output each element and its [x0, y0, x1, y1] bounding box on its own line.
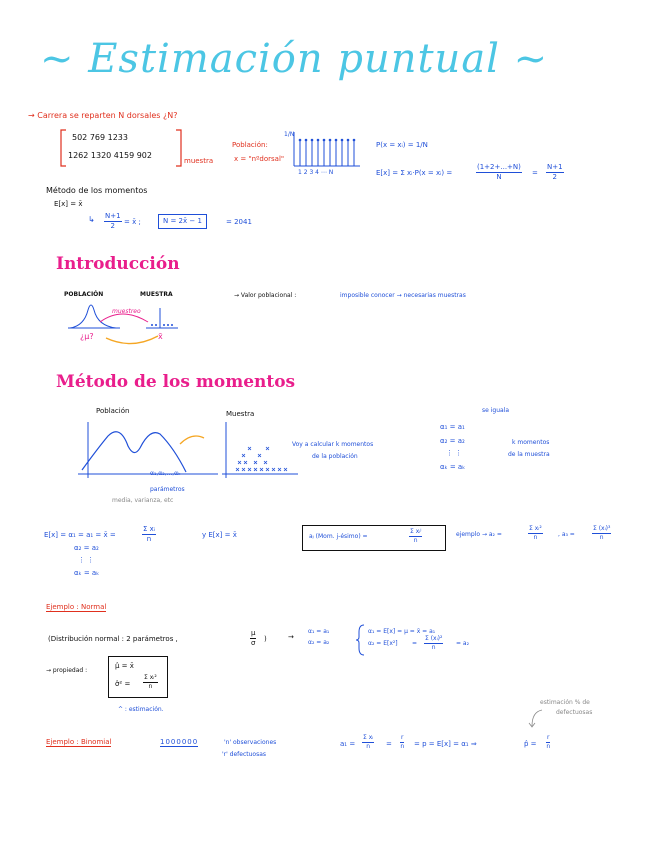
a3-frac — [592, 526, 611, 541]
muestreo-label: muestreo — [112, 308, 141, 315]
a2-frac-num: Σ xᵢ² — [529, 525, 542, 532]
ex-eq-xbar: E[x] = x̄ — [54, 200, 83, 208]
npl1-den: 2 — [110, 222, 116, 230]
a2-full-den: n — [431, 644, 436, 651]
a2-eq: α₂ = a₂ — [308, 639, 330, 646]
vdots: ⋮ ⋮ — [446, 449, 463, 457]
bin-frac-1-den: n — [366, 743, 371, 750]
bin-a1: a₁ = — [340, 740, 356, 748]
valor-poblacional: → Valor poblacional : — [234, 292, 297, 299]
axis-one-over-n: 1/N — [284, 131, 295, 138]
n-observaciones: 'n' observaciones — [224, 739, 277, 746]
ex-result-den: 2 — [552, 173, 558, 181]
a2-frac-den: n — [533, 534, 538, 541]
se-iguala: se iguala — [482, 407, 510, 414]
xbar-frac-num: Σ xᵢ — [143, 525, 156, 533]
bin-frac-1-num: Σ xᵢ — [363, 734, 374, 741]
defectuosas-top: defectuosas — [556, 709, 593, 716]
matrix-row-1: 502 769 1233 — [72, 133, 128, 142]
y-ex-xbar: y E[x] = x̄ — [202, 531, 237, 539]
a2-full-frac — [424, 636, 443, 651]
poblacion-head: POBLACIÓN — [64, 291, 104, 298]
propiedad-label: → propiedad : — [46, 667, 88, 674]
metodo-momentos-line: Método de los momentos — [46, 186, 148, 195]
mu-symbol: μ — [251, 629, 256, 637]
media-varianza: media, varianza, etc — [112, 497, 174, 504]
annotation-arrow — [526, 708, 546, 730]
ejemplo-a2: ejemplo → a₂ = — [456, 531, 502, 538]
a1-eq: α₁ = a₁ — [308, 628, 330, 635]
bin-frac-3-den: n — [546, 743, 551, 750]
muestra-2: Muestra — [226, 410, 255, 418]
r-defectuosas: 'r' defectuosas — [222, 751, 267, 758]
bin-frac-2-den: n — [400, 743, 405, 750]
ex-result-num: N+1 — [547, 163, 563, 171]
a2-frac — [528, 526, 543, 541]
mu-hat: μ̂ = x̄ — [115, 662, 134, 670]
bin-frac-2 — [400, 735, 404, 750]
ex-formula-den: N — [496, 173, 502, 181]
xbar-frac-den: n — [146, 535, 152, 543]
ex-formula-lhs: E[x] = Σ xᵢ·P(x = xᵢ) = — [376, 169, 453, 177]
mu-question: ¿μ? — [80, 332, 94, 341]
a3-label: , a₃ = — [558, 531, 575, 538]
poblacion-2: Población — [96, 407, 130, 415]
n-plus-1-over-2 — [104, 213, 122, 230]
alphak-ak-b: αₖ = aₖ — [74, 569, 100, 577]
a1-full: α₁ = E[x] = μ = x̄ = a₁ — [368, 628, 436, 635]
alpha2-a2-b: α₂ = a₂ — [74, 544, 99, 552]
x-definition: x = "nºdorsal" — [234, 155, 285, 163]
alpha1-a1: α₁ = a₁ — [440, 423, 465, 431]
xbar-frac — [142, 526, 156, 543]
aj-box — [302, 525, 446, 551]
ex-formula-num: (1+2+...+N) — [477, 163, 521, 171]
close-paren: ) — [264, 635, 267, 643]
heading-metodo: Método de los momentos — [56, 372, 296, 392]
boxed-n-formula: N = 2x̄ − 1 — [158, 214, 207, 229]
npl1-num: N+1 — [105, 212, 121, 220]
sigma-hat-den: n — [148, 683, 153, 690]
ex-alpha1: E[x] = α₁ = a₁ = x̄ = — [44, 531, 116, 539]
population-curve — [68, 418, 298, 484]
sigma-hat: σ̂² = — [115, 680, 131, 688]
bin-frac-2-num: r — [401, 734, 404, 741]
ex-formula-frac — [476, 164, 522, 181]
eq-a2: = a₂ — [456, 640, 470, 647]
sigma-symbol: σ — [251, 639, 256, 647]
k-momentos: k momentos — [512, 439, 550, 446]
aj-box-lhs: aⱼ (Mom. j-ésimo) = — [309, 533, 368, 540]
a2-full-eq: = — [412, 640, 418, 647]
ejemplo-binomial: Ejemplo : Binomial — [46, 738, 112, 746]
aj-frac-num: Σ xᵢʲ — [410, 528, 422, 535]
axis-ticks: 1 2 3 4 ⋯ N — [298, 169, 334, 176]
estimacion-note: ^ : estimación. — [118, 706, 164, 713]
sigma-hat-frac — [143, 675, 158, 690]
a3-frac-den: n — [599, 534, 604, 541]
p-hat: p̂ = — [524, 740, 537, 748]
ex-formula-result — [546, 164, 564, 181]
muestra-head: MUESTRA — [140, 291, 173, 298]
eq-xbar: = x̄ ; — [124, 218, 141, 226]
aj-frac-den: n — [413, 537, 418, 544]
page-title: ~ Estimación puntual ~ — [40, 36, 549, 82]
system-brace — [356, 624, 366, 656]
a3-frac-num: Σ (xᵢ)³ — [593, 525, 611, 532]
bin-frac-3 — [546, 735, 550, 750]
hook-arrow: ↳ — [88, 215, 95, 224]
aj-frac — [409, 529, 422, 544]
vamos-calcular: Voy a calcular k momentos — [292, 441, 374, 448]
result-2041: = 2041 — [226, 218, 252, 226]
alphak-ak: αₖ = aₖ — [440, 463, 466, 471]
distribucion-normal: (Distribución normal : 2 parámetros , — [48, 635, 178, 643]
alpha2-a2: α₂ = a₂ — [440, 437, 465, 445]
estimators-box — [108, 656, 168, 698]
a2-full-lhs: α₂ = E[x²] — [368, 640, 398, 647]
bin-eq-2: = — [386, 740, 392, 748]
a2-full-num: Σ (xᵢ)² — [425, 635, 443, 642]
sigma-hat-num: Σ xᵢ² — [144, 674, 157, 681]
ex-formula-eq: = — [532, 169, 538, 177]
intro-question: → Carrera se reparten N dorsales ¿N? — [28, 111, 178, 120]
imposible-conocer: imposible conocer → necesarias muestras — [340, 292, 466, 299]
ejemplo-normal: Ejemplo : Normal — [46, 603, 107, 611]
mu-sigma — [250, 630, 256, 647]
bin-p: = p = E[x] = α₁ ⇒ — [414, 740, 477, 748]
parametros-label: parámetros — [150, 486, 185, 493]
muestra-label: muestra — [184, 157, 214, 165]
estimacion-pct: estimación % de — [540, 699, 590, 706]
poblacion-label: Población: — [232, 141, 268, 149]
bin-frac-1 — [362, 735, 374, 750]
alphas-curve: α₁,α₂,...,αₖ — [150, 470, 181, 477]
binomial-observations: 1000000 — [160, 738, 199, 746]
matrix-row-2: 1262 1320 4159 902 — [68, 151, 152, 160]
de-la-muestra: de la muestra — [508, 451, 550, 458]
bin-frac-3-num: r — [547, 734, 550, 741]
heading-introduccion: Introducción — [56, 254, 180, 274]
arrow-right: → — [288, 633, 294, 641]
de-la-poblacion: de la población — [312, 453, 358, 460]
xbar-symbol: x̄ — [158, 332, 163, 341]
prob-formula: P(x = xᵢ) = 1/N — [376, 141, 428, 149]
vdots-2: ⋮ ⋮ — [78, 556, 95, 564]
